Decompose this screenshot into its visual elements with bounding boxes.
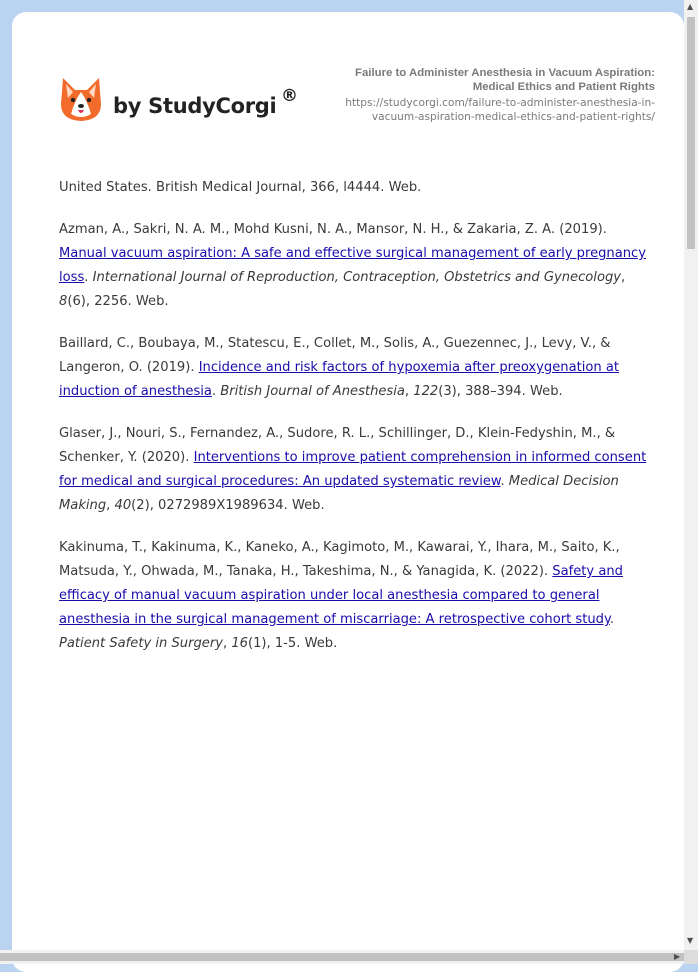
scroll-right-icon[interactable]: ▶ <box>674 952 681 961</box>
document-url-line: vacuum-aspiration-medical-ethics-and-patient-rights/ <box>371 110 655 123</box>
document-url[interactable] <box>295 97 655 124</box>
document-page <box>12 12 684 972</box>
document-title <box>315 66 655 94</box>
reference-punct: . <box>84 270 93 285</box>
scroll-up-icon[interactable]: ▲ <box>687 2 694 11</box>
reference-authors: Baillard, C., Boubaya, M., Statescu, E., Collet, M., Solis, A., Guezennec, J., Levy, V., & Langeron, O. (2019). <box>59 336 611 375</box>
reference-entry <box>59 422 657 518</box>
vertical-scroll-thumb[interactable] <box>687 17 695 249</box>
reference-details: (2), 0272989X1989634. Web. <box>131 498 325 513</box>
reference-entry <box>59 176 657 200</box>
horizontal-scroll-thumb[interactable] <box>0 953 684 961</box>
reference-journal: Patient Safety in Surgery <box>59 636 223 651</box>
reference-volume: 122 <box>413 384 439 399</box>
reference-list <box>59 176 657 674</box>
reference-volume: 40 <box>114 498 132 513</box>
horizontal-scrollbar[interactable] <box>0 950 684 964</box>
reference-details: (1), 1-5. Web. <box>247 636 338 651</box>
reference-link[interactable]: Interventions to improve patient comprehension in informed consent for medical and surgical procedures: An updated systematic review <box>59 450 647 489</box>
reference-journal: Medical Decision Making <box>59 474 619 513</box>
corgi-icon <box>59 76 103 122</box>
scroll-down-icon[interactable]: ▼ <box>687 936 694 945</box>
reference-link[interactable]: Safety and efficacy of manual vacuum aspiration under local anesthesia compared to general anesthesia in the surgical management of miscarriage: A retrospective cohort study <box>59 564 623 627</box>
reference-details: (3), 388–394. Web. <box>438 384 563 399</box>
reference-volume: 8 <box>59 294 68 309</box>
reference-punct: , <box>404 384 414 399</box>
reference-punct: , <box>621 270 626 285</box>
reference-punct: . <box>500 474 509 489</box>
reference-authors: Kakinuma, T., Kakinuma, K., Kaneko, A., Kagimoto, M., Kawarai, Y., Ihara, M., Saito, K., Matsuda, Y., Ohwada, M., Tanaka, H., Takeshima, N., & Yanagida, K. (2022). <box>59 540 620 579</box>
vertical-scrollbar[interactable] <box>684 0 698 950</box>
reference-authors: Azman, A., Sakri, N. A. M., Mohd Kusni, N. A., Mansor, N. H., & Zakaria, Z. A. (2019). <box>59 222 607 237</box>
reference-entry <box>59 536 657 656</box>
reference-link[interactable]: Incidence and risk factors of hypoxemia after preoxygenation at induction of anesthesia <box>59 360 620 399</box>
reference-entry <box>59 218 657 314</box>
reference-link[interactable]: Manual vacuum aspiration: A safe and effective surgical management of early pregnancy loss <box>59 246 646 285</box>
registered-mark: ® <box>281 86 298 106</box>
reference-punct: , <box>106 498 115 513</box>
document-title-line: Medical Ethics and Patient Rights <box>472 81 655 93</box>
reference-details: (6), 2256. Web. <box>67 294 169 309</box>
reference-journal: British Journal of Anesthesia <box>220 384 405 399</box>
reference-authors: United States. British Medical Journal, 366, l4444. Web. <box>59 180 422 195</box>
reference-punct: . <box>211 384 221 399</box>
scrollbar-corner <box>684 950 698 964</box>
studycorgi-logo[interactable] <box>59 76 309 136</box>
document-url-line: https://studycorgi.com/failure-to-administer-anesthesia-in- <box>345 97 655 109</box>
reference-volume: 16 <box>231 636 248 651</box>
reference-journal: International Journal of Reproduction, Contraception, Obstetrics and Gynecology <box>92 270 622 285</box>
reference-punct: . <box>609 612 615 627</box>
brand-name: by StudyCorgi <box>113 94 277 118</box>
document-title-line: Failure to Administer Anesthesia in Vacuum Aspiration: <box>354 67 655 79</box>
reference-authors: Glaser, J., Nouri, S., Fernandez, A., Sudore, R. L., Schillinger, D., Klein-Fedyshin, M., & Schenker, Y. (2020). <box>59 426 616 465</box>
reference-punct: , <box>222 636 232 651</box>
reference-entry <box>59 332 657 404</box>
